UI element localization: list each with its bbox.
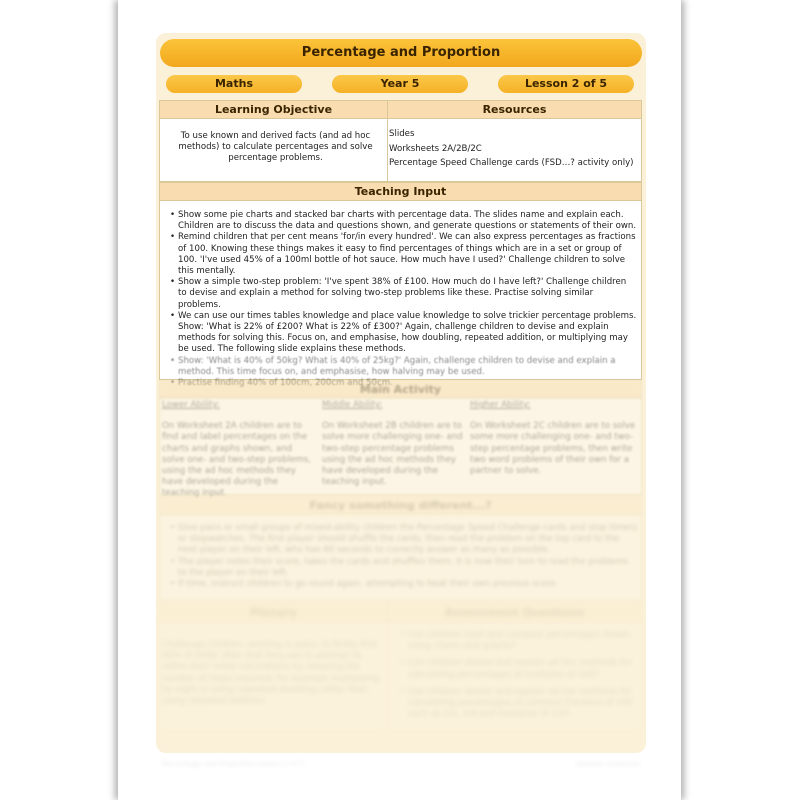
subject-badge: Maths xyxy=(166,75,302,93)
lower-ability-text: On Worksheet 2A children are to find and label percentages on the charts and graphs shown, and solve one- and two-step problems, using the ad hoc methods they have developed during the teaching input. xyxy=(162,421,311,499)
learning-objective-heading: Learning Objective xyxy=(159,100,388,119)
middle-ability-text: On Worksheet 2B children are to solve more challenging one- and two-step percentage problems using the ad hoc methods they have developed during the teaching input. xyxy=(322,421,463,488)
lower-ability-column xyxy=(162,400,317,499)
assessment-box xyxy=(387,621,642,731)
higher-ability-label: Higher Ability: xyxy=(470,400,531,410)
plenary-text: Challenge children, working in pairs, to firstly find 40% of £600. After that they are to attempt to refine their initial calculations by reducing the number of steps required, for example multiplying by eight or using repeated doubling rather than using repeated addition. xyxy=(162,640,380,707)
year-badge: Year 5 xyxy=(332,75,468,93)
resource-item: Slides xyxy=(389,129,415,139)
fancy-box xyxy=(159,514,642,601)
lesson-badge: Lesson 2 of 5 xyxy=(498,75,634,93)
assessment-bullet: • Can children devise and explain ad hoc methods for calculating percentages of multiples of 100? xyxy=(408,658,635,680)
lower-ability-label: Lower Ability: xyxy=(162,400,220,410)
footer-right: planbee resources xyxy=(575,760,640,768)
main-activity-heading: Main Activity xyxy=(159,380,642,399)
teaching-input-box xyxy=(159,200,642,389)
teaching-input-heading: Teaching Input xyxy=(159,182,642,201)
resources-heading: Resources xyxy=(387,100,642,119)
assessment-bullet: • Can children read and compare percentages shown using charts and graphs? xyxy=(408,630,635,652)
teaching-bullet: • Remind children that per cent means 'for/in every hundred'. We can also express percentages as fractions of 100. Knowing these things makes it easy to find percentages of things which are in a set or group of 100. 'I've used 45% of a 100ml bottle of hot sauce. How much have I used?' Challenge children to solve this mentally. xyxy=(178,232,637,277)
plenary-heading: Plenary xyxy=(159,603,388,622)
plenary-box xyxy=(159,621,388,731)
higher-ability-text: On Worksheet 2C children are to solve some more challenging one- and two-step percentage problems, then write two word problems of their own for a partner to solve. xyxy=(470,421,636,477)
resource-item: Percentage Speed Challenge cards (FSD…? activity only) xyxy=(389,158,634,168)
teaching-bullet: • Practise finding 40% of 100cm, 200cm and 50cm. xyxy=(178,378,637,389)
document-page xyxy=(118,0,681,800)
lesson-plan-sheet xyxy=(156,33,646,768)
teaching-bullet: • We can use our times tables knowledge and place value knowledge to solve trickier percentage problems. Show: 'What is 22% of £200? What is 22% of £300?' Again, challenge children to devise and explain methods for solving this. Focus on, and emphasise, how doubling, repeated addition, or multiplying may be used. The following slide explains these methods. xyxy=(178,311,637,356)
main-activity-box xyxy=(159,397,642,499)
resources-box xyxy=(387,118,642,182)
learning-objective-text: To use known and derived facts (and ad hoc methods) to calculate percentages and solve percentage problems. xyxy=(178,131,373,164)
fancy-bullet: • The player notes their score, takes the cards and shuffles them. It is now their turn to read the problems to the player on their left. xyxy=(178,557,637,579)
higher-ability-column xyxy=(470,400,638,494)
middle-ability-column xyxy=(322,400,465,494)
teaching-bullet: • Show: 'What is 40% of 50kg? What is 40% of 25kg?' Again, challenge children to devise and explain a method. This time focus on, and emphasise, how halving may be used. xyxy=(178,356,637,378)
fancy-heading: Fancy something different...? xyxy=(159,496,642,515)
middle-ability-label: Middle Ability: xyxy=(322,400,383,410)
lesson-title: Percentage and Proportion xyxy=(160,39,642,67)
fancy-bullet: • Give pairs or small groups of mixed-ability children the Percentage Speed Challenge cards and stop timers or stopwatches. The first player should shuffle the cards, then read the problem on the top card to the next player on their left, who has 60 seconds to correctly answer as many as possible. xyxy=(178,523,637,557)
learning-objective-box xyxy=(159,118,388,182)
assessment-heading: Assessment Questions xyxy=(387,603,642,622)
resource-item: Worksheets 2A/2B/2C xyxy=(389,143,482,154)
teaching-bullet: • Show some pie charts and stacked bar charts with percentage data. The slides name and explain each. Children are to discuss the data and questions shown, and generate questions or statements of their own. xyxy=(178,210,637,232)
assessment-bullet: • Can children devise and explain ad hoc methods for calculating percentages of common fractions of 100 such as 1/2, 1/4 and multiples of 1/2? xyxy=(408,687,635,721)
footer-left: Percentage and Proportion Lesson 2 of 5 xyxy=(162,760,304,768)
teaching-bullet: • Show a simple two-step problem: 'I've spent 38% of £100. How much do I have left?' Challenge children to devise and explain a method for solving two-step problems like these. Practise solving similar problems. xyxy=(178,277,637,311)
fancy-bullet: • If time, instruct children to go round again, attempting to beat their own previous score. xyxy=(178,579,637,590)
